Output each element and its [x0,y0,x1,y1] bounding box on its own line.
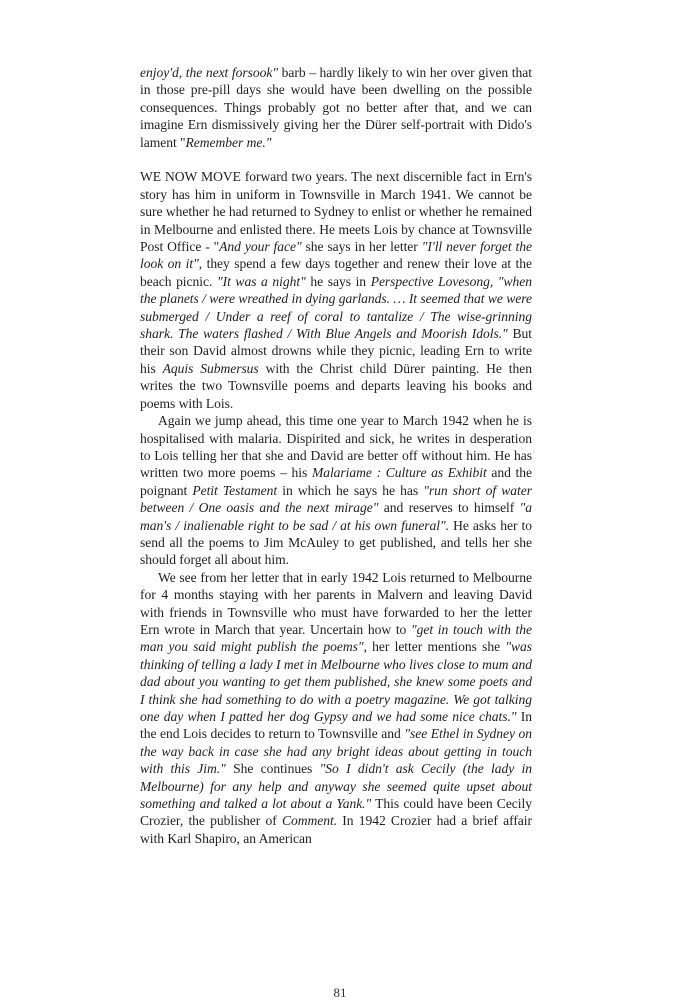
italic-text-run: Malariame : Culture as Exhibit [311,465,487,481]
italic-text-run: "when the planets / were wreathed in dying garlands. … It seemed that we were submerged / Under a reef of coral to tantalize / The wise-grinning shark. The waters flashed / With Blue Angels and Moorish Idols." [140,273,532,342]
text-run: WE NOW MOVE forward two years. The next discernible fact in Ern's story has him in uniform in Townsville in March 1941. We cannot be sure whether he had returned to Sydney to enlist or whether he remained in Melbourne and enlisted there. He meets Lois by chance at Townsville Post Office - " [140,169,532,255]
italic-text-run: Petit Testament [192,482,278,498]
text-run: Again we jump ahead, this time one year to March 1942 when he is hospitalised with malaria. Dispirited and sick, he writes in desperation to Lois telling her that she and David are better off without him. He has written two more poems – his [140,413,532,481]
text-run: This could have been Cecily Crozier, the publisher of [140,796,532,829]
italic-text-run: And your face" [219,239,302,255]
paragraph-lois-letter [140,569,532,848]
page-number: 81 [333,985,347,1000]
text-run: she says in her letter [301,239,422,255]
italic-text-run: Aquis Submersus [162,360,259,376]
italic-text-run: "So I didn't ask Cecily (the lady in Melbourne) for any help and anyway she seemed quite upset about something and talked a lot about a Yank." [140,761,533,812]
paragraph-continuation [140,64,532,151]
text-run: , her letter mentions she [363,639,506,655]
italic-text-run: "It was a night" [216,273,306,289]
italic-text-run: "I'll never forget the look on it" [140,239,533,272]
italic-text-run: enjoy'd, the next forsook" [140,65,278,80]
paragraph-malaria [140,412,532,569]
text-run: But their son David almost drowns while they picnic, leading Ern to write his [140,326,532,376]
italic-text-run: "get in touch with the man you said might publish the poems" [140,621,532,655]
italic-text-run: "see Ethel in Sydney on the way back in case she had any bright ideas about getting in touch with this Jim." [140,726,532,777]
text-run: We see from her letter that in early 1942 Lois returned to Melbourne for 4 months staying with her parents in Malvern and leaving David with friends in Townsville who must have forwarded to her the letter Ern wrote in March that year. Uncertain how to [140,569,532,637]
italic-text-run: "a man's / inalienable right to be sad / at his own funeral". [140,500,533,533]
text-run: with the Christ child Dürer painting. He then writes the two Townsville poems and departs leaving his books and poems with Lois. [140,360,533,411]
text-run: he says in [305,273,371,289]
text-run: , they spend a few days together and renew their love at the beach picnic. [140,256,532,289]
italic-text-run: Perspective Lovesong, [370,273,494,289]
paragraph-section-start [140,168,532,412]
italic-text-run: Remember me." [185,134,272,150]
text-run: and reserves to himself [378,500,520,516]
text-run: in which he says he has [277,482,424,498]
italic-text-run: "run short of water between / One oasis and the next mirage" [140,482,533,516]
italic-text-run: Comment. [281,813,338,829]
italic-text-run: "was thinking of telling a lady I met in Melbourne who lives close to mum and dad about you wanting to get them published, she knew some poets and I think she had something to do with a poetry magazine. We got talking one day when I patted her dog Gypsy and we had some nice chats." [140,639,532,725]
text-run: She continues [225,761,320,777]
text-run: barb – hardly likely to win her over given that in those pre-pill days she would have been dwelling on the possible consequences. Things probably got no better after that, and we can imagine Ern dismissively giving her the Dürer self-portrait with Dido's lament " [140,65,532,150]
text-run: and the poignant [140,465,532,498]
text-run: He asks her to send all the poems to Jim McAuley to get published, and tells her she should forget all about him. [140,517,532,568]
page-body [140,64,532,847]
text-run: In the end Lois decides to return to Townsville and [140,709,532,742]
text-run: In 1942 Crozier had a brief affair with Karl Shapiro, an American [140,813,532,846]
